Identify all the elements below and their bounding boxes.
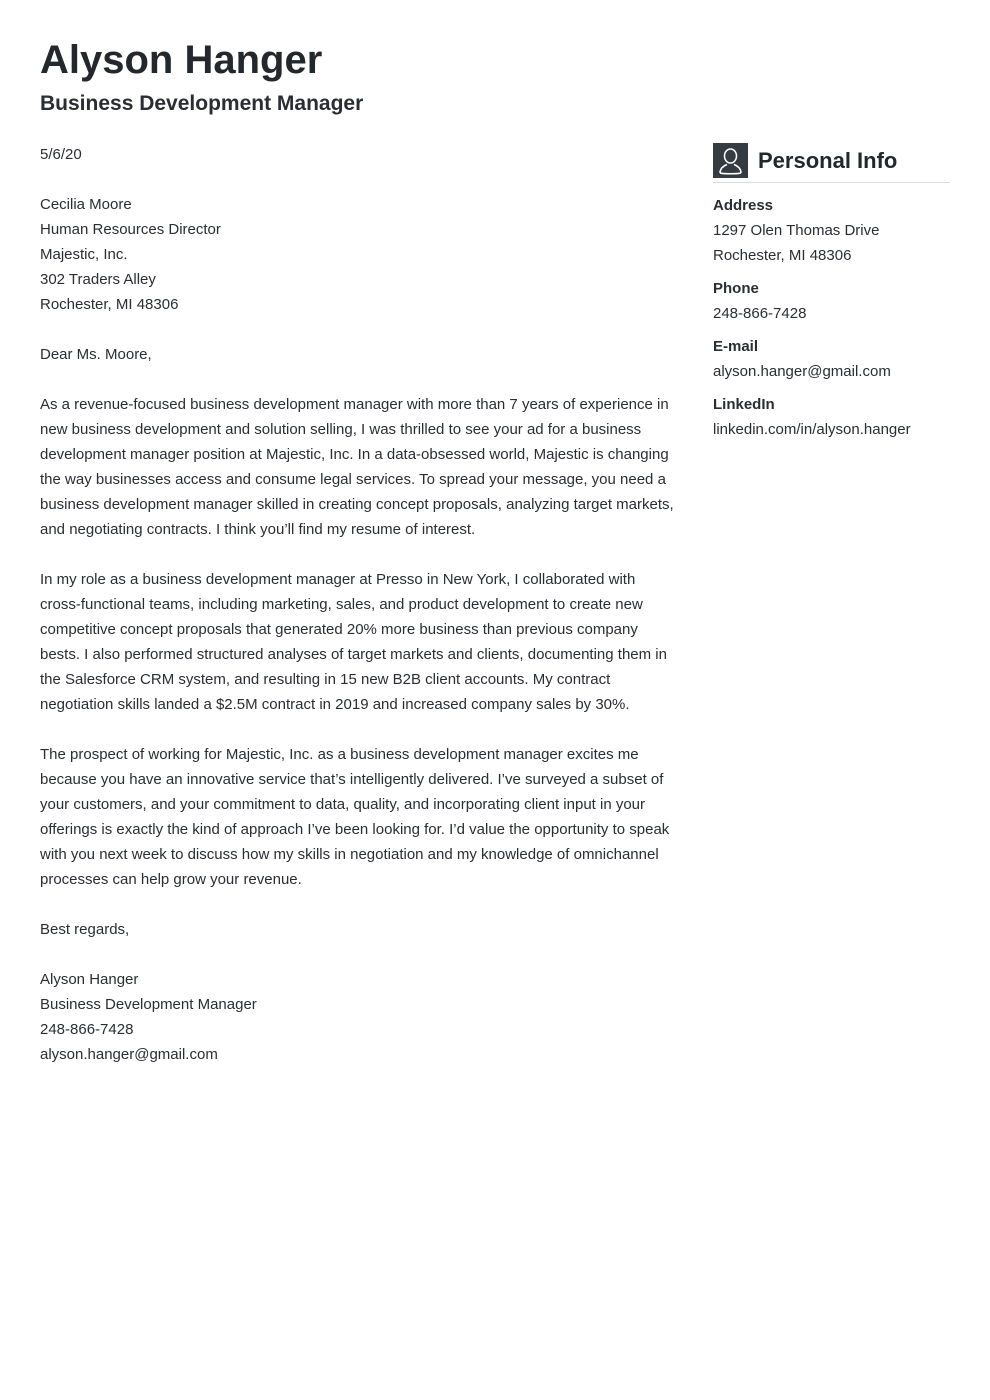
address-line-2: Rochester, MI 48306 xyxy=(713,247,852,264)
personal-info-list xyxy=(713,183,950,442)
address-block xyxy=(713,193,950,268)
phone-block xyxy=(713,276,950,326)
letter-greeting: Dear Ms. Moore, xyxy=(40,346,152,363)
letter-paragraph-3: The prospect of working for Majestic, Inc. as a business development manager excites me because you have an innovative service that’s intelligently delivered. I’ve surveyed a subset of your customers, and your commitment to data, quality, and incorporating client input in your offerings is exactly the kind of approach I’ve been looking for. I’d value the opportunity to speak with you next week to discuss how my skills in negotiation and my knowledge of omnichannel processes can help grow your revenue. xyxy=(40,746,670,888)
phone-label: Phone xyxy=(713,280,759,297)
recipient-position: Human Resources Director xyxy=(40,221,221,238)
recipient-block xyxy=(40,192,680,317)
address-label: Address xyxy=(713,197,774,214)
signature-block xyxy=(40,967,680,1067)
signature-name: Alyson Hanger xyxy=(40,971,139,988)
signature-phone: 248-866-7428 xyxy=(40,1021,134,1038)
linkedin-block xyxy=(713,392,950,442)
recipient-city: Rochester, MI 48306 xyxy=(40,296,179,313)
linkedin-value: linkedin.com/in/alyson.hanger xyxy=(713,421,911,438)
email-label: E-mail xyxy=(713,338,759,355)
letter-closing: Best regards, xyxy=(40,921,130,938)
recipient-company: Majestic, Inc. xyxy=(40,246,128,263)
recipient-name: Cecilia Moore xyxy=(40,196,132,213)
letter-date: 5/6/20 xyxy=(40,146,82,163)
email-block xyxy=(713,334,950,384)
letter-paragraph-2: In my role as a business development manager at Presso in New York, I collaborated with cross-functional teams, including marketing, sales, and product development to create new competitive concept proposals that generated 20% more business than previous company bests. I also performed structured analyses of target markets and clients, documenting them in the Salesforce CRM system, and resulting in 15 new B2B client accounts. My contract negotiation skills landed a $2.5M contract in 2019 and increased company sales by 30%. xyxy=(40,571,667,713)
phone-value: 248-866-7428 xyxy=(713,305,807,322)
personal-info-header xyxy=(713,143,950,183)
person-icon xyxy=(713,143,748,178)
signature-email: alyson.hanger@gmail.com xyxy=(40,1046,218,1063)
letter-body xyxy=(40,142,680,1067)
applicant-name: Alyson Hanger xyxy=(40,38,323,82)
personal-info-sidebar xyxy=(713,143,950,450)
email-value: alyson.hanger@gmail.com xyxy=(713,363,891,380)
letter-paragraph-1: As a revenue-focused business development manager with more than 7 years of experience in new business development and solution selling, I was thrilled to see your ad for a business development manager position at Majestic, Inc. In a data-obsessed world, Majestic is changing the way businesses access and consume legal services. To spread your message, you need a business development manager skilled in creating concept proposals, analyzing target markets, and negotiating contracts. I think you’ll find my resume of interest. xyxy=(40,396,674,538)
personal-info-title: Personal Info xyxy=(758,148,898,173)
recipient-street: 302 Traders Alley xyxy=(40,271,156,288)
address-line-1: 1297 Olen Thomas Drive xyxy=(713,222,880,239)
linkedin-label: LinkedIn xyxy=(713,396,775,413)
signature-title: Business Development Manager xyxy=(40,996,257,1013)
applicant-title: Business Development Manager xyxy=(40,92,364,115)
